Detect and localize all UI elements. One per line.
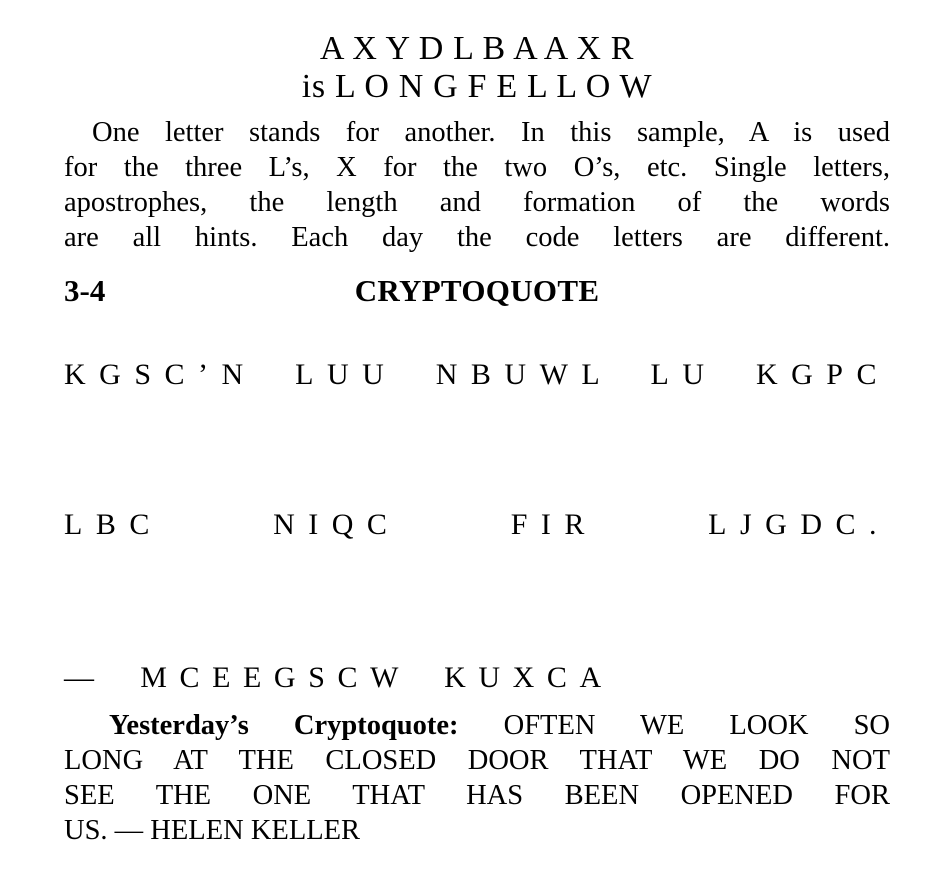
solution-line-1-text: OFTEN WE LOOK SO [503,710,890,741]
instructions-line: are all hints. Each day the code letters are different. [64,222,890,253]
solution-line: US. — HELEN KELLER [64,815,361,846]
instructions-line: apostrophes, the length and formation of the words [64,187,890,218]
solution-line: SEE THE ONE THAT HAS BEEN OPENED FOR [64,780,890,811]
cryptogram-line-2: LBC NIQC FIR LJGDC. [64,508,890,541]
cryptogram-attribution: — MCEEGSCW KUXCA [64,661,614,694]
cryptogram-line-1: KGSC’N LUU NBUWL LU KGPC [64,358,890,391]
puzzle-title: CRYPTOQUOTE [354,273,600,308]
sample-decoded-line: is L O N G F E L L O W [301,68,653,105]
solution-line: LONG AT THE CLOSED DOOR THAT WE DO NOT [64,745,890,776]
solution-line [64,708,890,743]
puzzle-date: 3-4 [64,273,106,308]
puzzle-header [64,271,890,311]
instructions-line: for the three L’s, X for the two O’s, etc. Single letters, [64,152,890,183]
instructions-text [64,115,890,255]
yesterdays-solution [64,708,890,848]
sample-cipher-line: A X Y D L B A A X R [319,30,635,67]
solution-label: Yesterday’s Cryptoquote: [109,710,459,741]
instructions-line: One letter stands for another. In this sample, A is used [92,117,890,148]
